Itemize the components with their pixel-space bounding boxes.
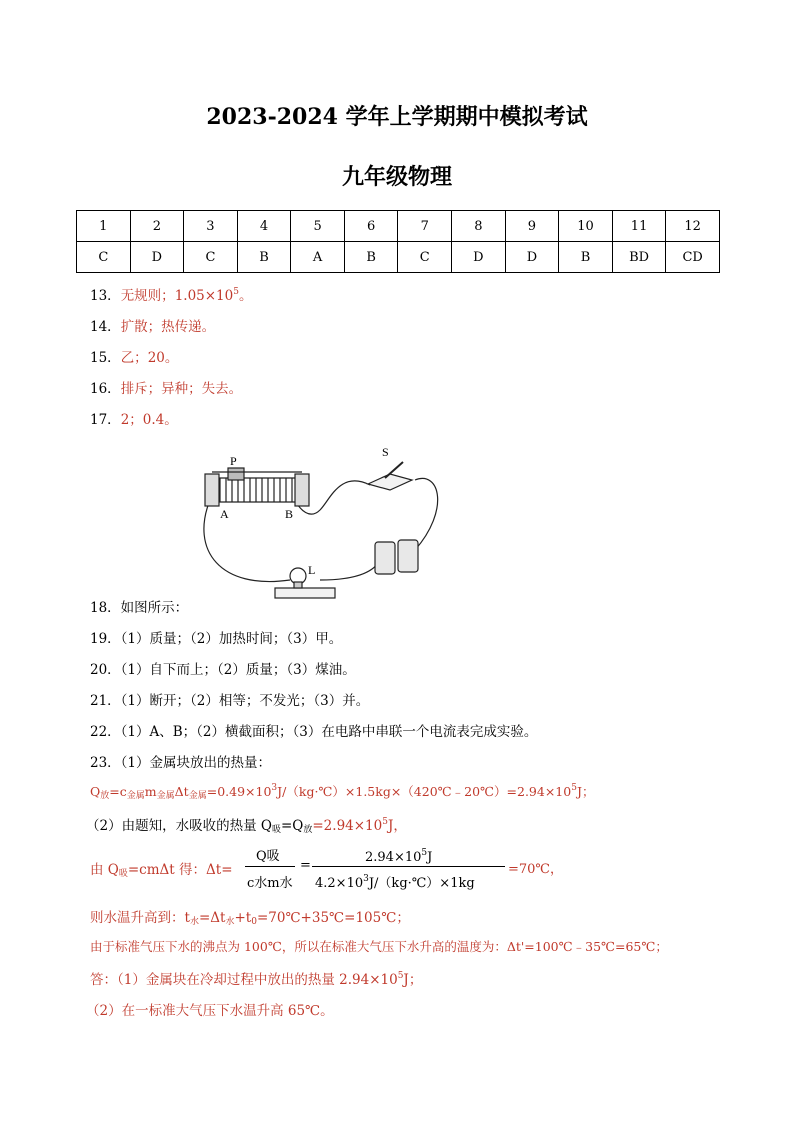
question-number-cell: 1 bbox=[77, 211, 131, 242]
answer-17: 17．2；0.4。 bbox=[90, 412, 178, 428]
question-number-cell: 3 bbox=[184, 211, 238, 242]
answer-cell: C bbox=[398, 242, 452, 273]
answer-16: 16．排斥；异种；失去。 bbox=[90, 381, 243, 397]
answer-cell: B bbox=[237, 242, 291, 273]
answer-20: 20．（1）自下而上；（2）质量；（3）煤油。 bbox=[90, 662, 356, 678]
answer-cell: D bbox=[130, 242, 184, 273]
wire-battery-to-switch bbox=[415, 478, 438, 550]
answer-15: 15．乙；20。 bbox=[90, 350, 179, 366]
question-number-cell: 12 bbox=[666, 211, 720, 242]
answer-cell: BD bbox=[612, 242, 666, 273]
answer-cell: C bbox=[77, 242, 131, 273]
fraction-1-denominator: c水m水 bbox=[247, 876, 293, 891]
battery bbox=[375, 540, 418, 574]
fraction-1-bar bbox=[245, 866, 295, 867]
wire-bulb-to-battery bbox=[320, 560, 380, 580]
switch bbox=[368, 462, 412, 490]
question-number-cell: 4 bbox=[237, 211, 291, 242]
answer-19: 19．（1）质量；（2）加热时间；（3）甲。 bbox=[90, 631, 343, 647]
answer-21: 21．（1）断开；（2）相等；不发光；（3）并。 bbox=[90, 693, 370, 709]
answer-table-answer-row bbox=[77, 242, 720, 273]
question-number-cell: 10 bbox=[559, 211, 613, 242]
answer-cell: B bbox=[559, 242, 613, 273]
answer-23-line-3: 由 $Q_吸=cm\Delta t$ 得：Δt= bbox=[90, 862, 233, 879]
label-a: A bbox=[220, 507, 229, 521]
wire-a-to-bulb bbox=[204, 500, 290, 582]
answer-14: 14．扩散；热传递。 bbox=[90, 319, 216, 335]
fraction-1-numerator: Q吸 bbox=[256, 849, 280, 864]
label-b: B bbox=[285, 507, 294, 521]
bulb bbox=[275, 568, 335, 598]
answer-18: 18．如图所示： bbox=[90, 600, 189, 616]
label-p: P bbox=[230, 454, 237, 468]
answer-cell: A bbox=[291, 242, 345, 273]
answer-23-line-5: 由于标准气压下水的沸点为 100℃，所以在标准大气压下水升高的温度为：Δt'=100℃﹣35℃=65℃； bbox=[90, 939, 668, 954]
label-l: L bbox=[308, 563, 316, 577]
question-number-cell: 7 bbox=[398, 211, 452, 242]
fraction-2-denominator: $4.2\times 10^3J/(kg\cdot℃)\times 1kg$ bbox=[315, 874, 475, 891]
question-number-cell: 5 bbox=[291, 211, 345, 242]
answer-cell: CD bbox=[666, 242, 720, 273]
answer-13: 13．无规则；$1.05\times 10^5$。 bbox=[90, 287, 253, 304]
circuit-diagram bbox=[190, 440, 450, 605]
answer-cell: B bbox=[344, 242, 398, 273]
answer-23-line-2: （2）由题知，水吸收的热量 $Q_吸=Q_放=2.94\times 10^5J$， bbox=[86, 817, 407, 835]
answer-23-line-7: （2）在一标准大气压下水温升高 65℃。 bbox=[86, 1003, 334, 1019]
answer-23-intro: 23．（1）金属块放出的热量： bbox=[90, 755, 272, 771]
rheostat bbox=[205, 468, 309, 506]
equation-result: =70℃， bbox=[508, 862, 563, 877]
answer-cell: D bbox=[452, 242, 506, 273]
answer-table bbox=[76, 210, 720, 273]
fraction-2-bar bbox=[312, 866, 505, 867]
answer-cell: D bbox=[505, 242, 559, 273]
answer-table-number-row bbox=[77, 211, 720, 242]
equals-sign: = bbox=[300, 858, 311, 873]
question-number-cell: 6 bbox=[344, 211, 398, 242]
answer-23-line-4: 则水温升高到：$t_水=\Delta t_水+t_0=70℃+35℃=105℃$； bbox=[90, 910, 410, 927]
question-number-cell: 9 bbox=[505, 211, 559, 242]
question-number-cell: 11 bbox=[612, 211, 666, 242]
question-number-cell: 8 bbox=[452, 211, 506, 242]
exam-subtitle: 九年级物理 bbox=[341, 164, 452, 190]
answer-23-line-6: 答：（1）金属块在冷却过程中放出的热量 $2.94\times 10^5J$； bbox=[90, 971, 423, 988]
answer-23-equation-1: $Q_放=c_{金属}m_{金属}\Delta t_{金属}=0.49\times 10^3J/(kg\cdot℃)\times 1.5kg\times(420℃﹣20℃)=2.94\times 10^5J$； bbox=[90, 783, 595, 801]
answer-cell: C bbox=[184, 242, 238, 273]
exam-title: 2023-2024 学年上学期期中模拟考试 bbox=[206, 104, 588, 130]
fraction-2-numerator: $2.94\times 10^5J$ bbox=[365, 848, 433, 865]
question-number-cell: 2 bbox=[130, 211, 184, 242]
label-s: S bbox=[382, 445, 389, 459]
answer-22: 22．（1）A、B；（2）横截面积；（3）在电路中串联一个电流表完成实验。 bbox=[90, 724, 538, 740]
